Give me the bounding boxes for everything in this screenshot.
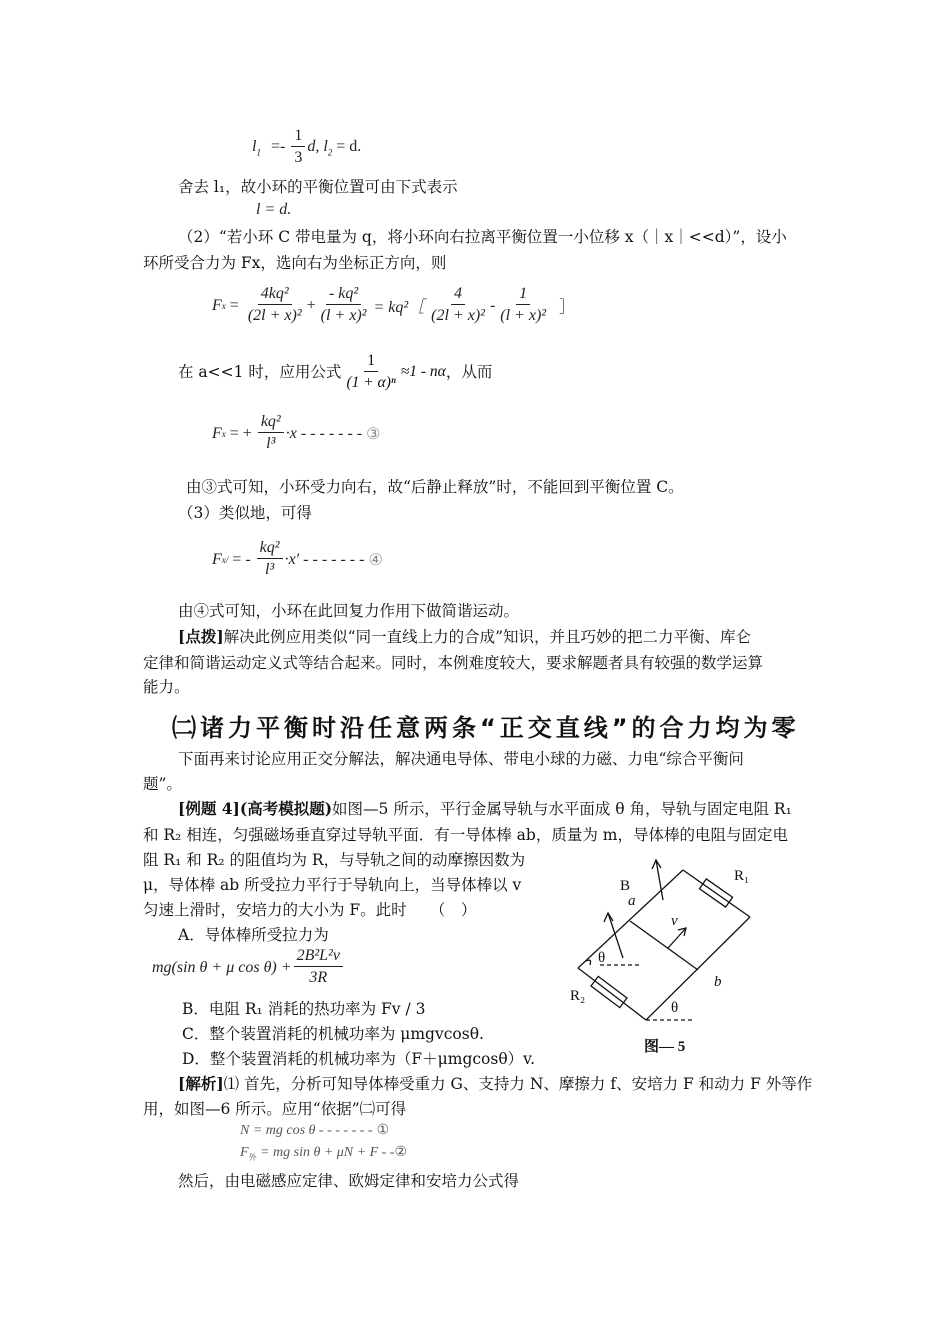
rail-left: [578, 870, 683, 968]
equation-1: N = mg cos θ - - - - - - - ①: [240, 1123, 390, 1138]
equation-option-a: mg(sin θ + μ cos θ) + $\frac{\text{2B²L²v}}{3R}$: [152, 946, 345, 989]
figure-5-circuit-diagram: [568, 850, 808, 1060]
equation-2: $F_外$ = mg sin θ + μN + F - -②: [240, 1145, 408, 1162]
equation-l-equals-d: l = d.: [256, 201, 292, 218]
text-intro-line2: 题”。: [143, 775, 182, 793]
label-a: a: [628, 893, 636, 909]
text-approx: 在 a<<1 时，应用公式 $\frac{1}{\text{(1 + α)ⁿ}}$ ≈1 - nα ，从而: [178, 352, 492, 392]
text-question2-line1: （2）“若小环 C 带电量为 q，将小环向右拉离平衡位置一小位移 x（｜x｜<<d）”，设小: [178, 228, 787, 246]
equation-fx: F x = $\frac{\text{4kq²}}{\text{(2l + x)²}}$ + $\frac{\text{- kq²}}{\text{(l + x)²}}$ = kq²［ $\frac{4}{\text{(2l + x)²}}$ - $\frac{1}{\text{(l + x)²}}$ ］: [212, 285, 576, 324]
text-tip-line2: 定律和简谐运动定义式等结合起来。同时，本例难度较大，要求解题者具有较强的数学运算: [143, 654, 764, 672]
example-label: [例题 4]: [178, 799, 240, 818]
option-a: A．导体棒所受拉力为: [178, 926, 329, 944]
option-b: B．电阻 R₁ 消耗的热功率为 Fv / 3: [182, 1000, 426, 1018]
example4-line4: μ，导体棒 ab 所受拉力平行于导轨向上，当导体棒以 v: [143, 876, 522, 894]
example-source: (高考模拟题): [239, 799, 333, 818]
example4-line2: 和 R₂ 相连，匀强磁场垂直穿过导轨平面．有一导体棒 ab，质量为 m，导体棒的电阻与固定电: [143, 826, 788, 844]
text-question3: （3）类似地，可得: [178, 504, 312, 522]
label-r2: R₂: [570, 988, 586, 1004]
figure-caption: 图— 5: [644, 1039, 686, 1055]
solution-line2: 用，如图—6 所示。应用“依据”㈡可得: [143, 1100, 407, 1118]
text-question2-line2: 环所受合力为 Fx，选向右为坐标正方向，则: [143, 254, 447, 272]
theta-arc-1: [586, 960, 591, 965]
label-r1: R₁: [734, 868, 750, 884]
example4-line3: 阻 R₁ 和 R₂ 的阻值均为 R，与导轨之间的动摩擦因数为: [143, 851, 526, 869]
equation-approx: $\frac{1}{\text{(1 + α)ⁿ}}$: [346, 351, 396, 391]
equation-4: F x / = - $\frac{\text{kq²}}{\text{l³}}$ ·x′ - - - - - - - ④: [212, 539, 383, 578]
option-d: D．整个装置消耗的机械功率为（F＋μmgcosθ）v.: [182, 1050, 536, 1068]
label-theta-1: θ: [598, 950, 606, 966]
text-tip-line3: 能力。: [143, 678, 190, 696]
option-c: C．整个装置消耗的机械功率为 μmgvcosθ.: [182, 1025, 484, 1043]
label-v: v: [671, 913, 678, 929]
text-conclude3: 由③式可知，小环受力向右，故“后静止释放”时，不能回到平衡位置 C。: [186, 478, 684, 496]
equation-3: F x = + $\frac{\text{kq²}}{\text{l³}}$ ·x - - - - - - - ③: [212, 413, 381, 452]
example4-line1: [例题 4](高考模拟题)如图—5 所示，平行金属导轨与水平面成 θ 角，导轨与固定电阻 R₁: [178, 799, 792, 818]
rail-right: [646, 917, 750, 1020]
rail-lower-left: [578, 968, 646, 1020]
text-tip-line1: [点拨]解决此例应用类似“同一直线上力的合成”知识，并且巧妙的把二力平衡、库仑: [178, 627, 752, 646]
label-b: b: [714, 974, 722, 990]
solution-line3: 然后，由电磁感应定律、欧姆定律和安培力公式得: [178, 1172, 520, 1190]
equation-l1-l2: $l_1$ =- $\frac{1}{3}$ d, $l_2 = d$.: [252, 127, 362, 166]
label-theta-2: θ: [671, 1000, 679, 1016]
text-conclude4: 由④式可知，小环在此回复力作用下做简谐运动。: [178, 602, 520, 620]
tip-label: [点拨]: [178, 627, 224, 646]
label-b-field: B: [620, 878, 631, 894]
solution-line1: [解析]⑴ 首先，分析可知导体棒受重力 G、支持力 N、摩擦力 f、安培力 F 和动力 F 外等作: [178, 1074, 813, 1093]
example4-line5: 匀速上滑时，安培力的大小为 F。此时 （ ）: [143, 901, 477, 919]
velocity-arrow: [668, 928, 686, 948]
text-discard-l1: 舍去 l₁，故小环的平衡位置可由下式表示: [178, 178, 458, 196]
section-heading: ㈡诸力平衡时沿任意两条“正交直线”的合力均为零: [172, 714, 800, 742]
b-field-arrowhead-1: [604, 913, 613, 922]
b-field-arrow-1: [608, 913, 623, 958]
solution-label: [解析]: [178, 1074, 224, 1093]
conductor-bar-ab: [630, 921, 698, 970]
text-intro-line1: 下面再来讨论应用正交分解法，解决通电导体、带电小球的力磁、力电“综合平衡问: [178, 750, 744, 768]
